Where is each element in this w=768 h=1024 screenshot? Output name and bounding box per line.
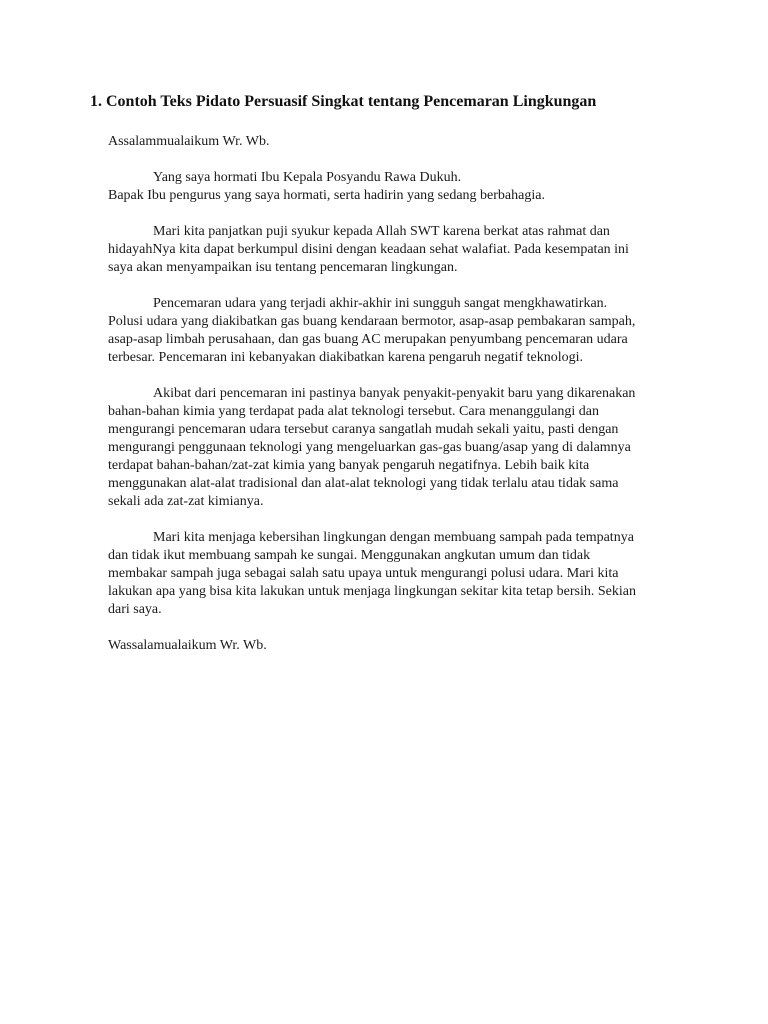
paragraph-line: bahan-bahan kimia yang terdapat pada alat teknologi tersebut. Cara menanggulangi dan xyxy=(108,404,599,419)
paragraph-line: menggunakan alat-alat tradisional dan alat-alat teknologi yang tidak terlalu atau tidak sama xyxy=(108,476,619,491)
paragraph-action xyxy=(108,529,688,619)
paragraph-gap xyxy=(108,367,688,385)
paragraph-line: hidayahNya kita dapat berkumpul disini dengan keadaan sehat walafiat. Pada kesempatan ini xyxy=(108,242,629,257)
paragraph-gap xyxy=(108,205,688,223)
document-title: 1. Contoh Teks Pidato Persuasif Singkat tentang Pencemaran Lingkungan xyxy=(90,93,597,110)
speech-body xyxy=(108,133,688,655)
paragraph-line: terbesar. Pencemaran ini kebanyakan diakibatkan karena pengaruh negatif teknologi. xyxy=(108,350,584,365)
paragraph-gap xyxy=(108,277,688,295)
paragraph-line: Mari kita menjaga kebersihan lingkungan dengan membuang sampah pada tempatnya xyxy=(153,530,634,545)
paragraph-line: Pencemaran udara yang terjadi akhir-akhir ini sungguh sangat mengkhawatirkan. xyxy=(153,296,608,311)
closing: Wassalamualaikum Wr. Wb. xyxy=(108,638,267,653)
paragraph-line: mengurangi pencemaran udara tersebut caranya sangatlah mudah sekali yaitu, pasti dengan xyxy=(108,422,619,437)
paragraph-line: lakukan apa yang bisa kita lakukan untuk menjaga lingkungan sekitar kita tetap bersih. Sekian xyxy=(108,584,636,599)
paragraph-effects xyxy=(108,385,688,511)
paragraph-gap xyxy=(108,151,688,169)
paragraph-line: Polusi udara yang diakibatkan gas buang kendaraan bermotor, asap-asap pembakaran sampah, xyxy=(108,314,636,329)
respect-line: Bapak Ibu pengurus yang saya hormati, serta hadirin yang sedang berbahagia. xyxy=(108,188,545,203)
respect-line: Yang saya hormati Ibu Kepala Posyandu Rawa Dukuh. xyxy=(153,170,462,185)
paragraph-line: dari saya. xyxy=(108,602,162,617)
paragraph-pollution xyxy=(108,295,688,367)
paragraph-line: asap-asap limbah perusahaan, dan gas buang AC merupakan penyumbang pencemaran udara xyxy=(108,332,628,347)
paragraph-line: membakar sampah juga sebagai salah satu upaya untuk mengurangi polusi udara. Mari kita xyxy=(108,566,619,581)
paragraph-gap xyxy=(108,619,688,637)
respect-block xyxy=(108,169,688,205)
paragraph-line: Mari kita panjatkan puji syukur kepada Allah SWT karena berkat atas rahmat dan xyxy=(153,224,610,239)
paragraph-line: sekali ada zat-zat kimianya. xyxy=(108,494,264,509)
paragraph-line: dan tidak ikut membuang sampah ke sungai. Menggunakan angkutan umum dan tidak xyxy=(108,548,591,563)
paragraph-gap xyxy=(108,511,688,529)
paragraph-line: saya akan menyampaikan isu tentang pencemaran lingkungan. xyxy=(108,260,458,275)
paragraph-line: terdapat bahan-bahan/zat-zat kimia yang banyak pengaruh negatifnya. Lebih baik kita xyxy=(108,458,590,473)
paragraph-line: Akibat dari pencemaran ini pastinya banyak penyakit-penyakit baru yang dikarenakan xyxy=(153,386,636,401)
greeting: Assalammualaikum Wr. Wb. xyxy=(108,134,270,149)
paragraph-line: mengurangi penggunaan teknologi yang mengeluarkan gas-gas buang/asap yang di dalamnya xyxy=(108,440,631,455)
paragraph-opening xyxy=(108,223,688,277)
